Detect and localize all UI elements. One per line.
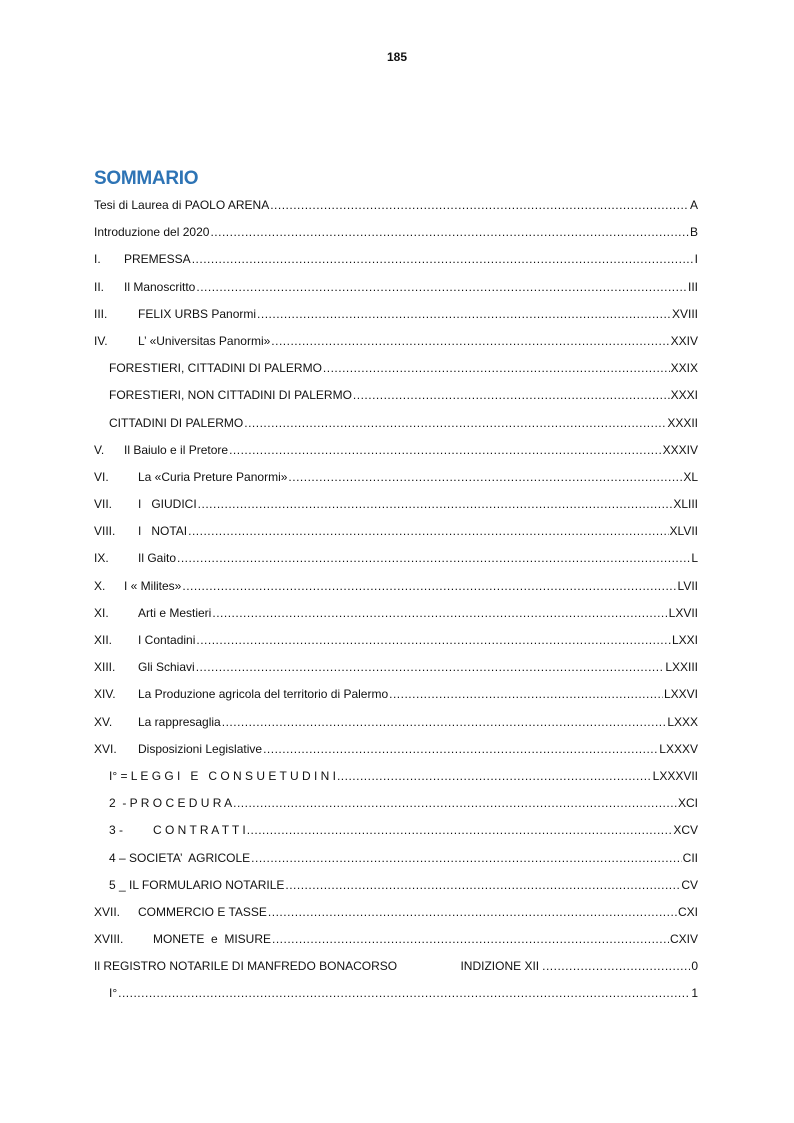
toc-entry-number: VII. [94,497,113,512]
toc-leader-dots [389,682,663,706]
toc-leader-dots [257,302,671,326]
toc-entry-page: III [687,279,698,294]
toc-entry-number: IV. [94,333,108,348]
toc-entry-label: La Produzione agricola del territorio di Palermo [138,687,389,702]
toc-entry[interactable] [94,465,698,492]
toc-leader-dots [268,900,677,924]
toc-leader-dots [271,329,669,353]
page-number: 185 [386,50,408,64]
toc-leader-dots [118,981,690,1005]
toc-leader-dots [188,519,668,543]
toc-entry-label: FORESTIERI, NON CITTADINI DI PALERMO [109,388,352,403]
toc-leader-dots [251,846,682,870]
toc-entry-label: COMMERCIO E TASSE [138,904,267,919]
toc-entry[interactable] [94,411,698,438]
toc-leader-dots [247,818,673,842]
toc-entry-indiction: INDIZIONE XII [460,959,540,974]
toc-entry-number: X. [94,578,106,593]
toc-entry-page: B [689,225,698,240]
toc-entry-page: LXVII [668,605,698,620]
toc-entry[interactable] [94,220,698,247]
toc-entry-page: XXXI [670,388,698,403]
toc-entry-page: CV [681,877,698,892]
toc-entry-number: XVIII. [94,932,124,947]
toc-entry-page: 1 [691,986,698,1001]
toc-leader-dots [212,601,667,625]
toc-entry-page: L [691,551,698,566]
toc-entry[interactable] [94,329,698,356]
toc-entry-number: VI. [94,469,109,484]
toc-entry-number: XII. [94,633,113,647]
toc-entry-page: LXXVI [663,687,698,702]
toc-entry[interactable] [94,546,698,573]
toc-entry-number: XIII. [94,660,116,675]
toc-entry-label: I° [109,986,118,1001]
toc-entry[interactable] [94,954,698,981]
toc-entry[interactable] [94,438,698,465]
toc-entry-label: Il Gaito [138,551,177,566]
toc-entry[interactable] [94,383,698,410]
toc-entry-number: XI. [94,605,109,620]
toc-entry-label: CITTADINI DI PALERMO [109,415,244,430]
toc-entry[interactable] [94,710,698,737]
toc-leader-dots [210,220,689,244]
toc-entry-number: II. [94,279,105,294]
toc-entry-page: LXXI [671,633,698,647]
toc-entry[interactable] [94,764,698,791]
toc-entry-label: Arti e Mestieri [138,605,212,620]
toc-entry-label: FELIX URBS Panormi [138,306,257,321]
toc-entry[interactable] [94,927,698,954]
toc-entry-number: III. [94,306,108,321]
toc-entry-page: XXXII [667,415,698,430]
toc-entry[interactable] [94,628,698,655]
toc-leader-dots [272,927,669,951]
toc-entry-label: FORESTIERI, CITTADINI DI PALERMO [109,361,322,376]
page-title: SOMMARIO [94,168,199,189]
toc-leader-dots [196,628,671,652]
toc-entry-page: 0 [691,959,698,974]
toc-entry[interactable] [94,682,698,709]
toc-entry-number: XVI. [94,741,117,756]
toc-entry-page: XLVII [669,524,698,539]
toc-leader-dots [542,954,690,978]
toc-entry-page: XVIII [671,306,698,321]
toc-entry-label: I GIUDICI [138,497,197,512]
toc-entry-label: MONETE e MISURE [153,932,272,947]
toc-leader-dots [285,873,680,897]
toc-entry-label: I NOTAI [138,524,188,539]
toc-entry-label: I° = L E G G I E C O N S U E T U D I N I [109,768,336,783]
toc-leader-dots [337,764,652,788]
toc-entry[interactable] [94,356,698,383]
toc-entry-page: LXXXVII [652,768,698,783]
toc-entry-page: CII [682,850,698,865]
toc-entry[interactable] [94,846,698,873]
toc-entry-page: LXXX [667,714,698,729]
toc-entry-label: Disposizioni Legislative [138,741,263,756]
toc-entry-label: Il Manoscritto [124,279,196,294]
toc-entry[interactable] [94,873,698,900]
toc-leader-dots [263,737,658,761]
toc-entry-page: CXIV [669,932,698,947]
toc-entry-label: Il REGISTRO NOTARILE DI MANFREDO BONACORSO [94,959,398,974]
toc-leader-dots [198,492,673,516]
toc-entry[interactable] [94,981,698,1008]
toc-entry-page: XXXIV [662,442,698,457]
toc-entry-label: I Contadini [138,633,196,647]
toc-entry[interactable] [94,601,698,628]
toc-entry-page: I [694,252,698,267]
toc-entry-page: LVII [677,578,698,593]
toc-entry-page: XCI [677,796,698,811]
toc-leader-dots [353,383,670,407]
toc-entry-label: Tesi di Laurea di PAOLO ARENA [94,198,270,212]
toc-leader-dots [196,275,687,299]
toc-entry-number: V. [94,442,105,457]
toc-leader-dots [229,438,662,462]
toc-entry-page: XL [683,469,698,484]
toc-entry[interactable] [94,193,698,220]
toc-entry-page: XXIX [670,361,698,376]
toc-entry-page: LXXXV [659,741,698,756]
toc-leader-dots [270,193,689,217]
toc-entry-label: Il Baiulo e il Pretore [124,442,229,457]
toc-entry[interactable] [94,519,698,546]
toc-entry-number: XV. [94,714,113,729]
toc-entry-page: XLIII [673,497,698,512]
toc-entry-label: La rappresaglia [138,714,221,729]
toc-entry[interactable] [94,791,698,818]
toc-leader-dots [244,411,666,435]
toc-entry-number: I. [94,252,101,267]
toc-leader-dots [323,356,670,380]
toc-entry-label: I « Milites» [124,578,182,593]
toc-entry-label: Introduzione del 2020 [94,225,210,240]
toc-entry-label: La «Curia Preture Panormi» [138,469,288,484]
toc-entry[interactable] [94,737,698,764]
toc-entry[interactable] [94,302,698,329]
toc-entry-label: Gli Schiavi [138,660,195,675]
toc-entry-page: LXXIII [665,660,698,675]
toc-entry-label: 2 - P R O C E D U R A [109,796,233,811]
toc-leader-dots [222,710,667,734]
toc-entry[interactable] [94,655,698,682]
toc-entry[interactable] [94,492,698,519]
toc-leader-dots [233,791,677,815]
toc-entry-label: PREMESSA [124,252,191,267]
toc-leader-dots [177,546,690,570]
table-of-contents [94,193,698,1009]
toc-entry-page: XXIV [670,333,698,348]
toc-entry-page: A [689,198,698,212]
toc-entry[interactable] [94,275,698,302]
toc-entry[interactable] [94,247,698,274]
toc-leader-dots [196,655,665,679]
toc-entry-number: VIII. [94,524,116,539]
toc-leader-dots [192,247,694,271]
toc-entry-label: 5 _ IL FORMULARIO NOTARILE [109,877,285,892]
toc-entry-page: CXI [677,904,698,919]
toc-entry[interactable] [94,574,698,601]
toc-entry[interactable] [94,900,698,927]
toc-entry-label: 4 – SOCIETA’ AGRICOLE [109,850,251,865]
toc-entry-label: 3 - C O N T R A T T I [109,823,246,838]
toc-leader-dots [182,574,676,598]
toc-leader-dots [288,465,682,489]
toc-entry-number: XIV. [94,687,116,702]
toc-entry[interactable] [94,818,698,845]
toc-entry-number: XVII. [94,904,121,919]
toc-entry-page: XCV [673,823,698,838]
toc-entry-number: IX. [94,551,109,566]
toc-entry-label: L’ «Universitas Panormi» [138,333,271,348]
